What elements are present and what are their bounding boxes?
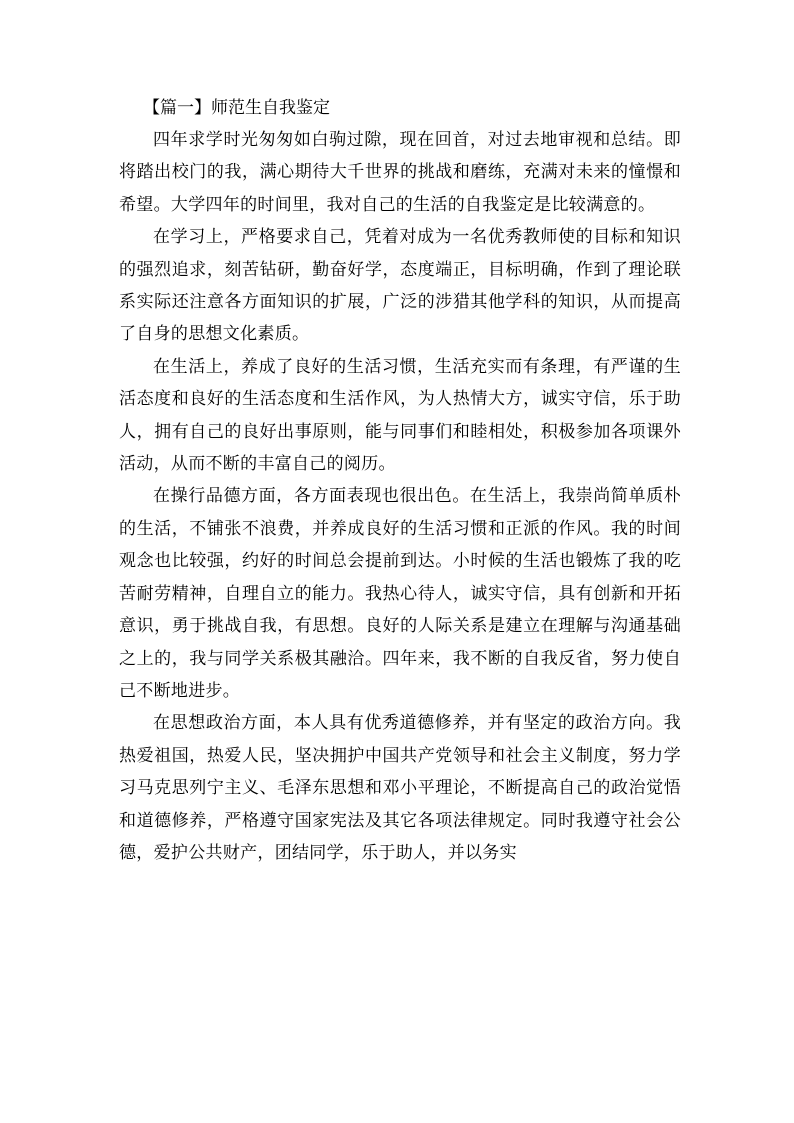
paragraph-politics: 在思想政治方面，本人具有优秀道德修养，并有坚定的政治方向。我热爱祖国，热爱人民，坚决拥护中国共产党领导和社会主义制度，努力学习马克思列宁主义、毛泽东思想和邓小平理论，不断提高自己的政治觉悟和道德修养，严格遵守国家宪法及其它各项法律规定。同时我遵守社会公德，爱护公共财产，团结同学，乐于助人，并以务实 (119, 713, 681, 863)
paragraph-life: 在生活上，养成了良好的生活习惯，生活充实而有条理，有严谨的生活态度和良好的生活态度和生活作风，为人热情大方，诚实守信，乐于助人，拥有自己的良好出事原则，能与同事们和睦相处，积极参加各项课外活动，从而不断的丰富自己的阅历。 (119, 356, 681, 475)
paragraph-conduct: 在操行品德方面，各方面表现也很出色。在生活上，我崇尚简单质朴的生活，不铺张不浪费，并养成良好的生活习惯和正派的作风。我的时间观念也比较强，约好的时间总会提前到达。小时候的生活也锻炼了我的吃苦耐劳精神，自理自立的能力。我热心待人，诚实守信，具有创新和开拓意识，勇于挑战自我，有思想。良好的人际关系是建立在理解与沟通基础之上的，我与同学关系极其融洽。四年来，我不断的自我反省，努力使自己不断地进步。 (119, 486, 681, 701)
document-body (119, 92, 681, 869)
paragraph-reflection: 四年求学时光匆匆如白驹过隙，现在回首，对过去地审视和总结。即将踏出校门的我，满心期待大千世界的挑战和磨练，充满对未来的憧憬和希望。大学四年的时间里，我对自己的生活的自我鉴定是比较满意的。 (119, 130, 681, 215)
document-title: 【篇一】师范生自我鉴定 (143, 98, 330, 118)
paragraph-study: 在学习上，严格要求自己，凭着对成为一名优秀教师使的目标和知识的强烈追求，刻苦钻研，勤奋好学，态度端正，目标明确，作到了理论联系实际还注意各方面知识的扩展，广泛的涉猎其他学科的知识，从而提高了自身的思想文化素质。 (119, 227, 681, 345)
